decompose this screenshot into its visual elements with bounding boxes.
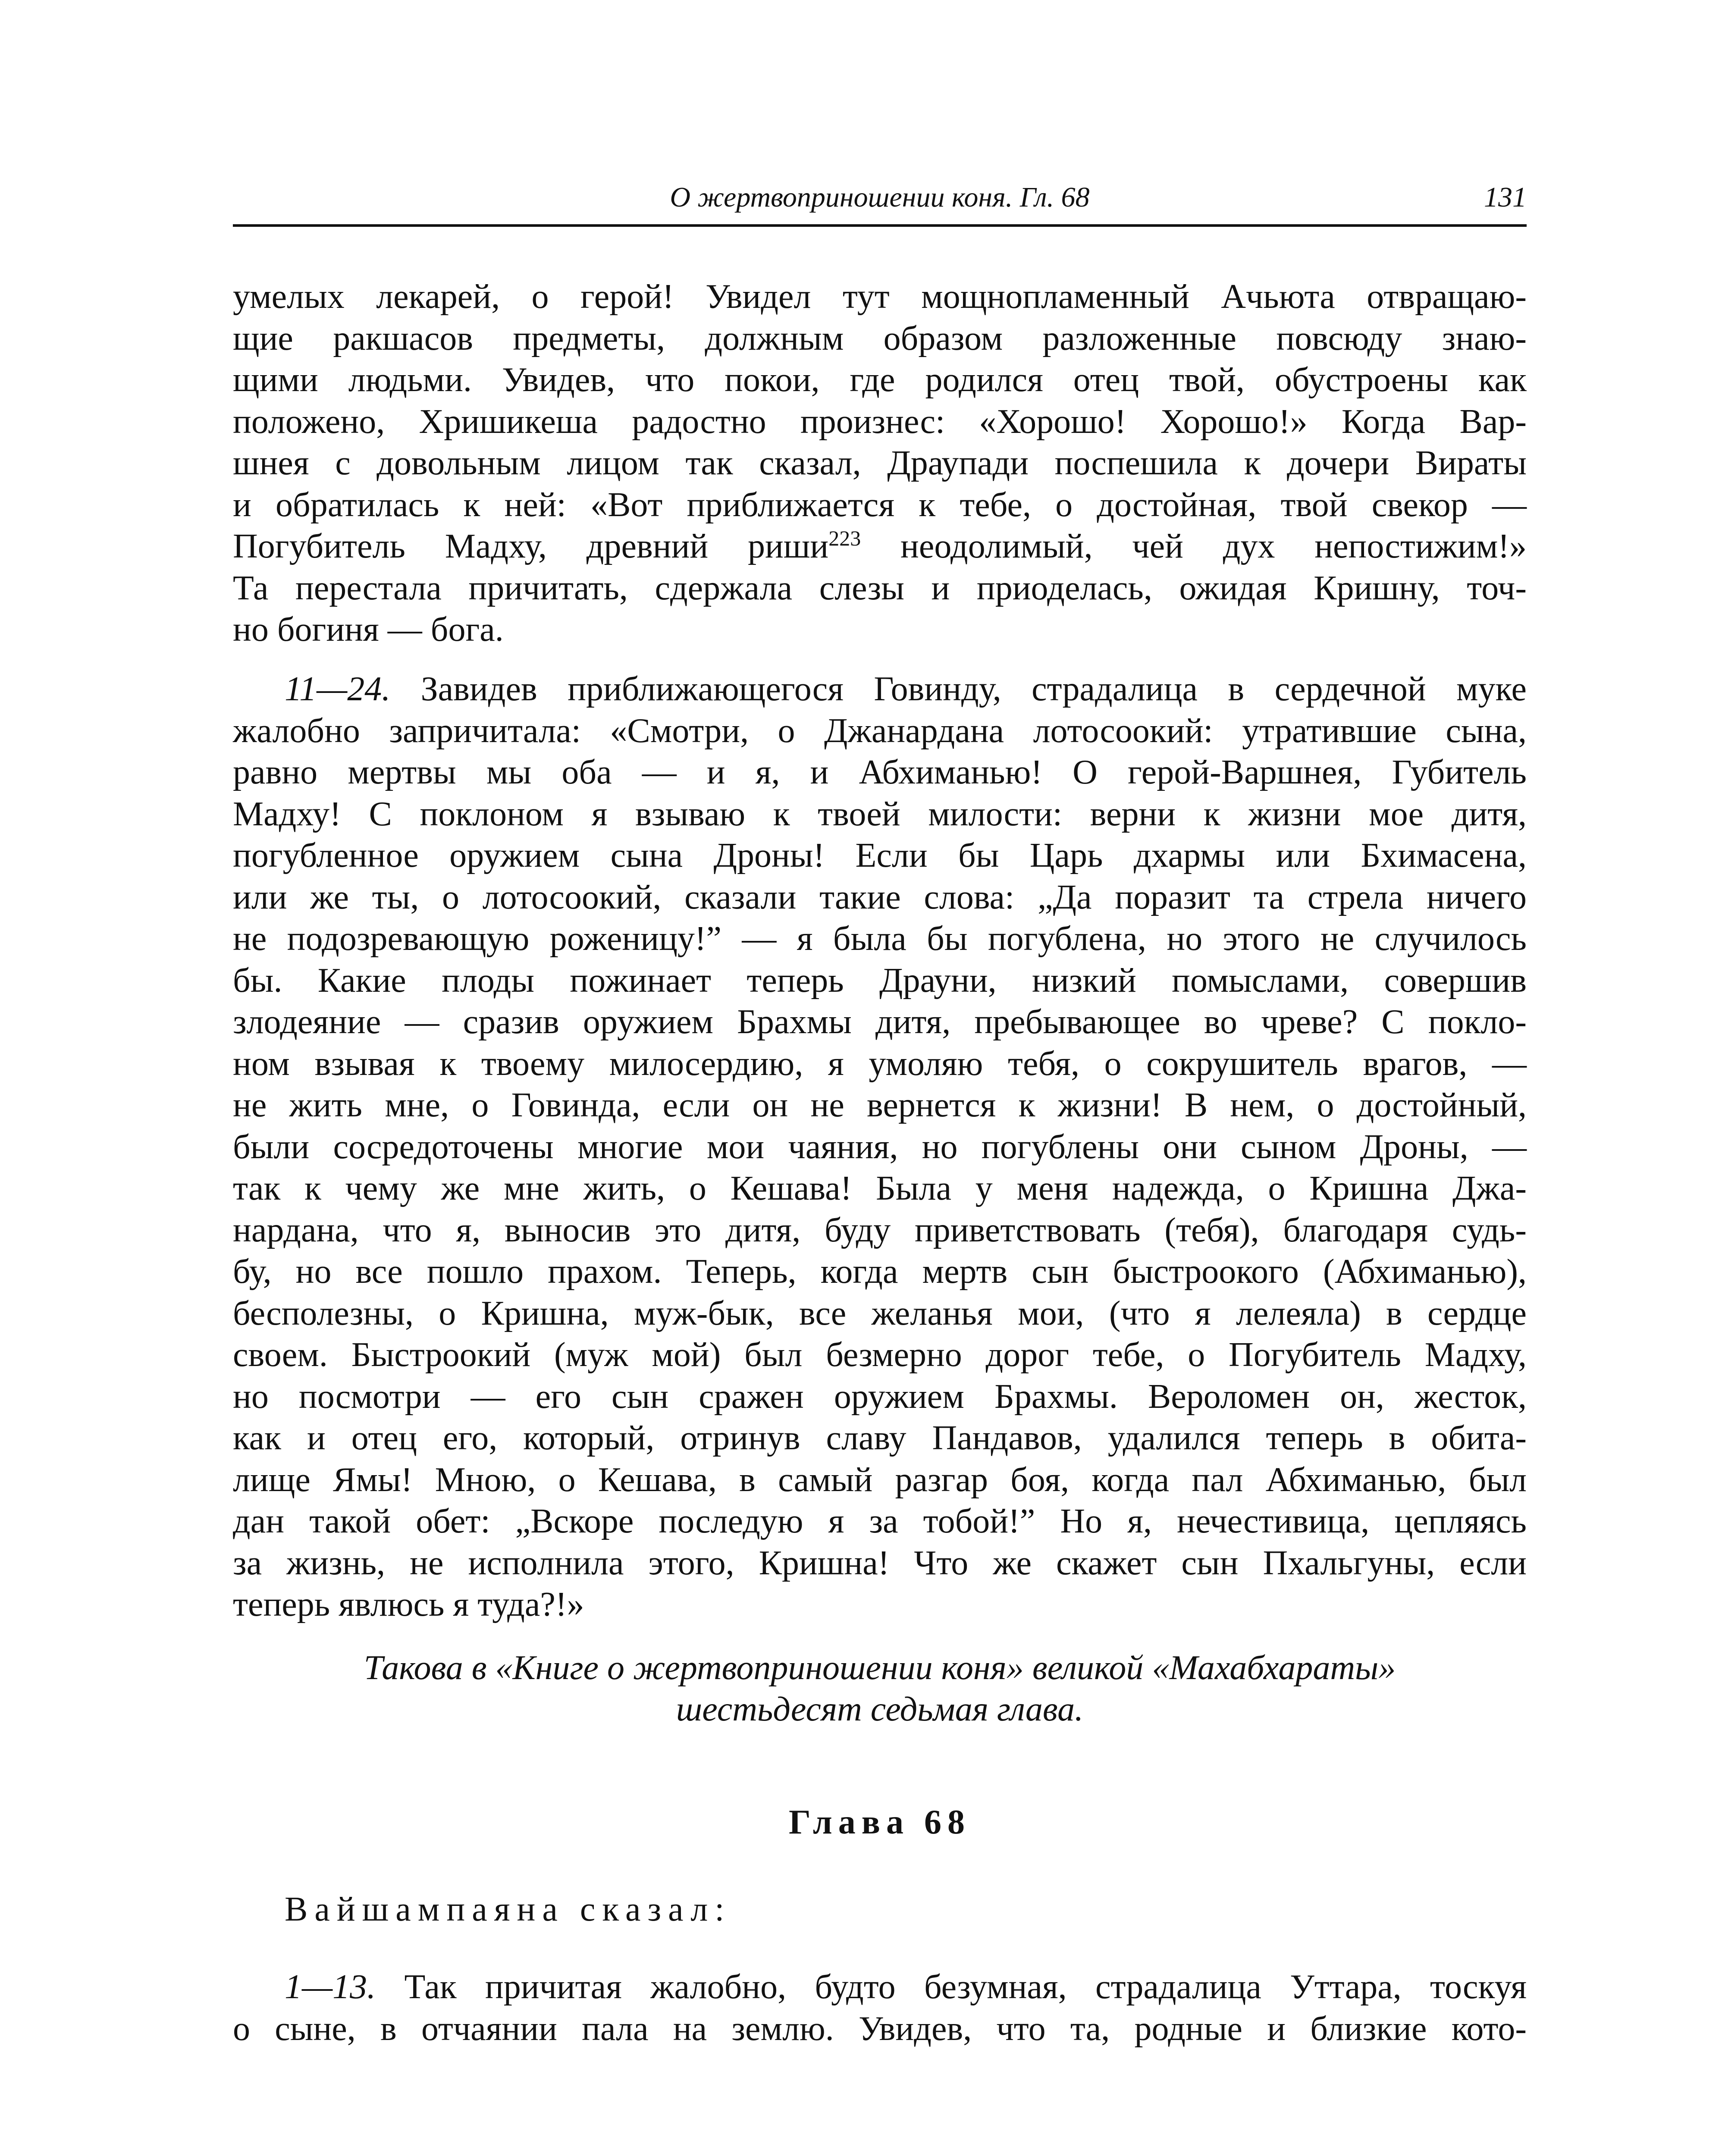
text-line: не подозревающую роженицу!” — я была бы погублена, но этого не случилось [233,920,1527,958]
running-title: О жертвоприношении коня. Гл. 68 [670,182,1090,213]
verse-number: 11—24. [285,670,391,708]
page-number: 131 [1484,182,1527,213]
text-line [233,1966,1527,2008]
verse-paragraph-11-24 [233,668,1527,1626]
text-line: так к чему же мне жить, о Кешава! Была у меня надежда, о Кришна Джа- [233,1169,1527,1207]
text-line-rest: Так причитая жалобно, будто безумная, страдалица Уттара, тоскуя [376,1968,1527,2006]
text-line: или же ты, о лотосоокий, сказали такие слова: „Да поразит та стрела ничего [233,878,1527,916]
text-line: теперь явлюсь я туда?!» [233,1586,584,1623]
verse-number: 1—13. [285,1968,376,2006]
text-line: но посмотри — его сын сражен оружием Брахмы. Вероломен он, жесток, [233,1377,1527,1416]
text-line: равно мертвы мы оба — и я, и Абхиманью! О герой-Варшнея, Губитель [233,753,1527,791]
text-line: шнея с довольным лицом так сказал, Драупади поспешила к дочери Вираты [233,444,1527,482]
text-line: были сосредоточены многие мои чаяния, но погублены они сыном Дроны, — [233,1128,1527,1166]
colophon-line: Такова в «Книге о жертвоприношении коня» великой «Махабхараты» [364,1649,1396,1687]
text-line: ном взывая к твоему милосердию, я умоляю тебя, о сокрушитель врагов, — [233,1044,1527,1083]
text-line: жалобно запричитала: «Смотри, о Джанардана лотосоокий: утратившие сына, [233,711,1527,750]
text-line: дан такой обет: „Вскоре последую я за тобой!” Но я, нечестивица, цепляясь [233,1502,1527,1540]
text-line: щие ракшасов предметы, должным образом разложенные повсюду знаю- [233,319,1527,357]
colophon-line: шестьдесят седьмая глава. [676,1690,1084,1728]
text-line: не жить мне, о Говинда, если он не вернется к жизни! В нем, о достойный, [233,1086,1527,1124]
text-line [233,526,1527,567]
text-line: бесполезны, о Кришна, муж-бык, все желанья мои, (что я лелеяла) в сердце [233,1294,1527,1332]
text-line: положено, Хришикеша радостно произнес: «Хорошо! Хорошо!» Когда Вар- [233,402,1527,441]
text-line: Мадху! С поклоном я взываю к твоей милости: верни к жизни мое дитя, [233,795,1527,833]
text-line: и обратилась к ней: «Вот приближается к тебе, о достойная, твой свекор — [233,486,1527,524]
running-head [233,177,1527,227]
text-line: Та перестала причитать, сдержала слезы и приоделась, ожидая Кришну, точ- [233,569,1527,607]
text-line-rest: Завидев приближающегося Говинду, страдалица в сердечной муке [390,670,1527,708]
text-line: бу, но все пошло прахом. Теперь, когда мертв сын быстроокого (Абхиманью), [233,1253,1527,1291]
chapter-colophon [233,1647,1527,1730]
text-line: своем. Быстроокий (муж мой) был безмерно дорог тебе, о Погубитель Мадху, [233,1336,1527,1374]
text-line-start: Погубитель Мадху, древний риши [233,527,829,565]
text-line: погубленное оружием сына Дроны! Если бы Царь дхармы или Бхимасена, [233,837,1527,874]
text-line: о сыне, в отчаянии пала на землю. Увидев, что та, родные и близкие кото- [233,2009,1527,2048]
text-line: злодеяние — сразив оружием Брахмы дитя, пребывающее во чреве? С покло- [233,1003,1527,1041]
text-line: умелых лекарей, о герой! Увидел тут мощнопламенный Ачьюта отвращаю- [233,278,1527,316]
text-line: щими людьми. Увидев, что покои, где родился отец твой, обустроены как [233,361,1527,399]
text-line-end: неодолимый, чей дух непостижим!» [861,527,1527,565]
text-line: нардана, что я, выносив это дитя, буду приветствовать (тебя), благодаря судь- [233,1211,1527,1249]
text-line: но богиня — бога. [233,611,504,649]
text-line: лище Ямы! Мною, о Кешава, в самый разгар боя, когда пал Абхиманью, был [233,1460,1527,1499]
paragraph-continued [233,276,1527,651]
speaker-line: Вайшампаяна сказал: [285,1890,731,1928]
footnote-marker: 223 [828,526,861,550]
text-line [233,668,1527,710]
text-line: за жизнь, не исполнила этого, Кришна! Что же скажет сын Пхальгуны, если [233,1544,1527,1582]
verse-paragraph-1-13 [233,1966,1527,2049]
text-line: бы. Какие плоды пожинает теперь Драуни, низкий помыслами, совершив [233,961,1527,1000]
text-line: как и отец его, который, отринув славу Пандавов, удалился теперь в обита- [233,1419,1527,1457]
chapter-heading: Глава 68 [789,1803,971,1841]
